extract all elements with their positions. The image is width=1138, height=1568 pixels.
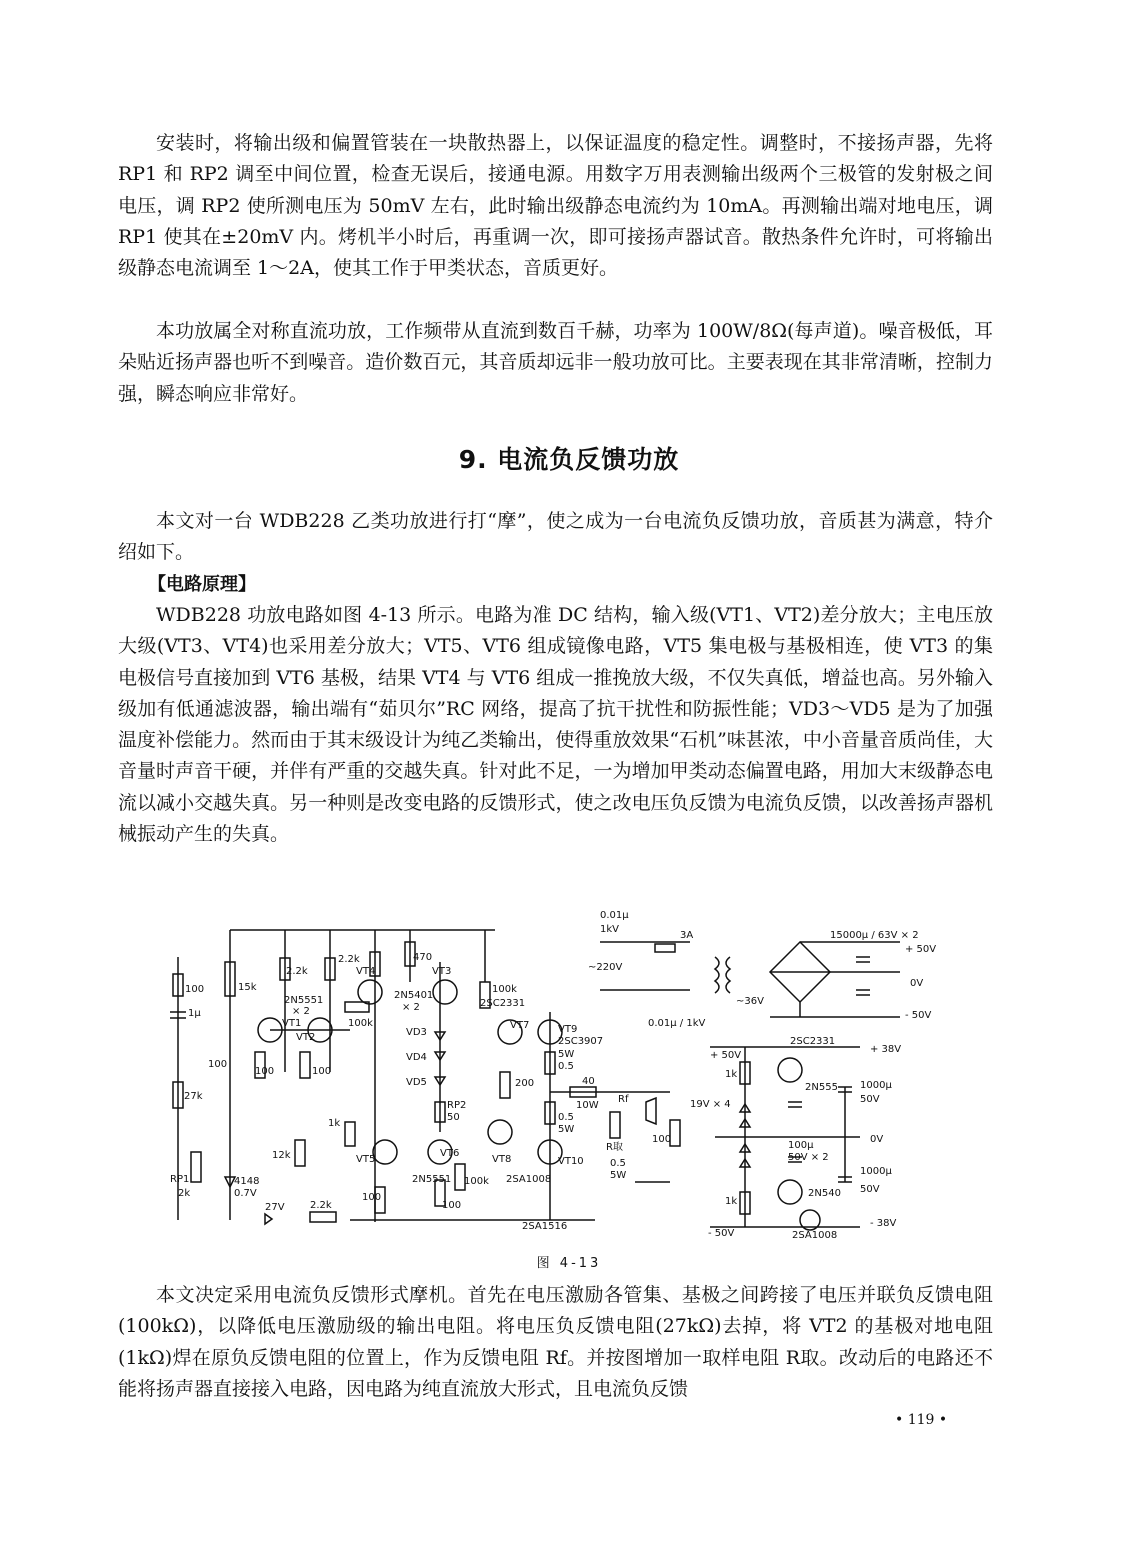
label-rp2-val: 50 [447, 1112, 460, 1123]
label-10w: 10W [576, 1100, 599, 1111]
label-4148: 4148 [234, 1176, 260, 1187]
label-rp2: RP2 [447, 1100, 467, 1111]
label-r100-b: 100 [312, 1066, 332, 1077]
label-m50b: - 50V [708, 1228, 735, 1239]
label-rp1: RP1 [170, 1174, 190, 1185]
label-r22k-c: 2.2k [310, 1200, 332, 1211]
label-50vx2: 50V × 2 [788, 1152, 829, 1163]
label-07v: 0.7V [234, 1188, 257, 1199]
label-rp1-val: 2k [178, 1188, 191, 1199]
label-2sa1516: 2SA1516 [522, 1221, 568, 1232]
label-r1k: 1k [328, 1118, 341, 1129]
label-50vb: 50V [860, 1184, 880, 1195]
label-19vx4: 19V × 4 [690, 1099, 731, 1110]
label-vt5: VT5 [356, 1154, 376, 1165]
label-2sc2331b: 2SC2331 [790, 1036, 836, 1047]
label-2sc2331: 2SC2331 [480, 998, 526, 1009]
label-p50b: + 50V [710, 1050, 742, 1061]
label-2n5551: 2N5551 [284, 995, 324, 1006]
circuit-figure [170, 902, 945, 1242]
page-number: • 119 • [895, 1412, 948, 1428]
label-p50: + 50V [905, 944, 937, 955]
label-c001u-b: 0.01μ / 1kV [648, 1018, 706, 1029]
label-r40: 40 [582, 1076, 595, 1087]
label-vt9: VT9 [558, 1024, 578, 1035]
label-p38: + 38V [870, 1044, 902, 1055]
label-0v: 0V [910, 978, 924, 989]
label-2sa1008: 2SA1008 [506, 1174, 552, 1185]
label-vt8: VT8 [492, 1154, 512, 1165]
label-1kv: 1kV [600, 924, 619, 935]
label-2sc3907: 2SC3907 [558, 1036, 604, 1047]
section-heading: 9. 电流负反馈功放 [458, 445, 680, 474]
label-r100-in: 100 [185, 984, 205, 995]
label-r100k-a: 100k [348, 1018, 373, 1029]
label-r1k-c: 1k [725, 1196, 738, 1207]
label-vt4: VT4 [356, 966, 376, 977]
label-36v: ~36V [736, 996, 764, 1007]
label-2sa1008b: 2SA1008 [792, 1230, 838, 1241]
label-r27k: 27k [184, 1091, 203, 1102]
label-rf: Rf [618, 1094, 629, 1105]
label-2n5551b: 2N5551 [412, 1174, 452, 1185]
label-3a: 3A [680, 930, 694, 941]
circuit-schematic [170, 902, 945, 1242]
label-r100-e: 100 [652, 1134, 672, 1145]
paragraph-intro: 本文对一台 WDB228 乙类功放进行打“摩”，使之成为一台电流负反馈功放，音质甚为满意，特介绍如下。 [118, 510, 993, 564]
label-vt10: VT10 [558, 1156, 584, 1167]
label-x2-b: × 2 [402, 1002, 420, 1013]
label-27v: 27V [265, 1202, 285, 1213]
label-vt6: VT6 [440, 1148, 460, 1159]
label-r200: 200 [515, 1078, 535, 1089]
label-r12k: 12k [272, 1150, 291, 1161]
label-5wc: 5W [610, 1170, 627, 1181]
label-c1u: 1μ [188, 1008, 201, 1019]
label-r05c: 0.5 [610, 1158, 626, 1169]
label-rqu: R取 [606, 1142, 623, 1153]
label-2n540: 2N540 [808, 1188, 841, 1199]
label-vt2: VT2 [296, 1032, 316, 1043]
label-0v-b: 0V [870, 1134, 884, 1145]
label-cap15000: 15000μ / 63V × 2 [830, 930, 919, 941]
label-c001u: 0.01μ [600, 910, 629, 921]
paragraph-installation: 安装时，将输出级和偏置管装在一块散热器上，以保证温度的稳定性。调整时，不接扬声器，先将 RP1 和 RP2 调至中间位置，检查无误后，接通电源。用数字万用表测输出级两个三极管的发射极之间电压，调 RP2 使所测电压为 50mV 左右，此时输出级静态电流约为 10mA。再测输出端对地电压，调 RP1 使其在±20mV 内。烤机半小时后，再重调一次，即可接扬声器试音。散热条件允许时，可将输出级静态电流调至 1～2A，使其工作于甲类状态，音质更好。 [118, 132, 993, 280]
label-m38: - 38V [870, 1218, 897, 1229]
label-r05: 0.5 [558, 1061, 574, 1072]
paragraph-summary: 本功放属全对称直流功放，工作频带从直流到数百千赫，功率为 100W/8Ω(每声道)。噪音极低，耳朵贴近扬声器也听不到噪音。造价数百元，其音质却远非一般功放可比。主要表现在其非常清晰，控制力强，瞬态响应非常好。 [118, 320, 993, 405]
label-c1000b: 1000μ [860, 1166, 892, 1177]
label-50va: 50V [860, 1094, 880, 1105]
label-c1000a: 1000μ [860, 1080, 892, 1091]
paragraph-principle: WDB228 功放电路如图 4-13 所示。电路为准 DC 结构，输入级(VT1、VT2)差分放大；主电压放大级(VT3、VT4)也采用差分放大；VT5、VT6 组成镜像电路，VT5 集电极与基极相连，使 VT3 的集电极信号直接加到 VT6 基极，结果 VT4 与 VT6 组成一推挽放大级，不仅失真低，增益也高。另外输入级加有低通滤波器，输出端有“茹贝尔”RC 网络，提高了抗干扰性和防振性能；VD3～VD5 是为了加强温度补偿能力。然而由于其末级设计为纯乙类输出，使得重放效果“石机”味甚浓，中小音量音质尚佳，大音量时声音干硬，并伴有严重的交越失真。针对此不足，一为增加甲类动态偏置电路，用加大末级静态电流以减小交越失真。另一种则是改变电路的反馈形式，使之改电压负反馈为电流负反馈，以改善扬声器机械振动产生的失真。 [118, 604, 993, 846]
label-r100-d: 100 [442, 1200, 462, 1211]
label-vd5: VD5 [406, 1077, 427, 1088]
label-r22k-b: 2.2k [338, 954, 360, 965]
label-vt1: VT1 [282, 1018, 302, 1029]
figure-caption: 图 4-13 [536, 1256, 602, 1271]
label-r22k-a: 2.2k [286, 966, 308, 977]
label-r100k-b: 100k [464, 1176, 489, 1187]
label-2n555: 2N555 [805, 1082, 838, 1093]
label-220v: ~220V [588, 962, 623, 973]
label-m50: - 50V [905, 1010, 932, 1021]
label-vt7: VT7 [510, 1020, 530, 1031]
label-r100k-c: 100k [492, 984, 517, 995]
label-5w: 5W [558, 1049, 575, 1060]
label-r100-a: 100 [255, 1066, 275, 1077]
label-vt3: VT3 [432, 966, 452, 977]
label-r1k-b: 1k [725, 1069, 738, 1080]
label-r15k: 15k [238, 982, 257, 993]
label-r100-c: 100 [362, 1192, 382, 1203]
paragraph-modification: 本文决定采用电流负反馈形式摩机。首先在电压激励各管集、基极之间跨接了电压并联负反馈电阻(100kΩ)，以降低电压激励级的输出电阻。将电压负反馈电阻(27kΩ)去掉，将 VT2 的基极对地电阻(1kΩ)焊在原负反馈电阻的位置上，作为反馈电阻 Rf。并按图增加一取样电阻 R取。改动后的电路还不能将扬声器直接接入电路，因电路为纯直流放大形式，且电流负反馈 [118, 1284, 993, 1400]
subheading-principle: 【电路原理】 [148, 574, 256, 595]
label-c100u: 100μ [788, 1140, 814, 1151]
label-2n5401: 2N5401 [394, 990, 434, 1001]
label-5wb: 5W [558, 1124, 575, 1135]
label-r470: 470 [413, 952, 433, 963]
label-x2-a: × 2 [292, 1006, 310, 1017]
label-vd4: VD4 [406, 1052, 427, 1063]
label-r05b: 0.5 [558, 1112, 574, 1123]
label-vd3: VD3 [406, 1027, 427, 1038]
label-c100: 100 [208, 1059, 228, 1070]
